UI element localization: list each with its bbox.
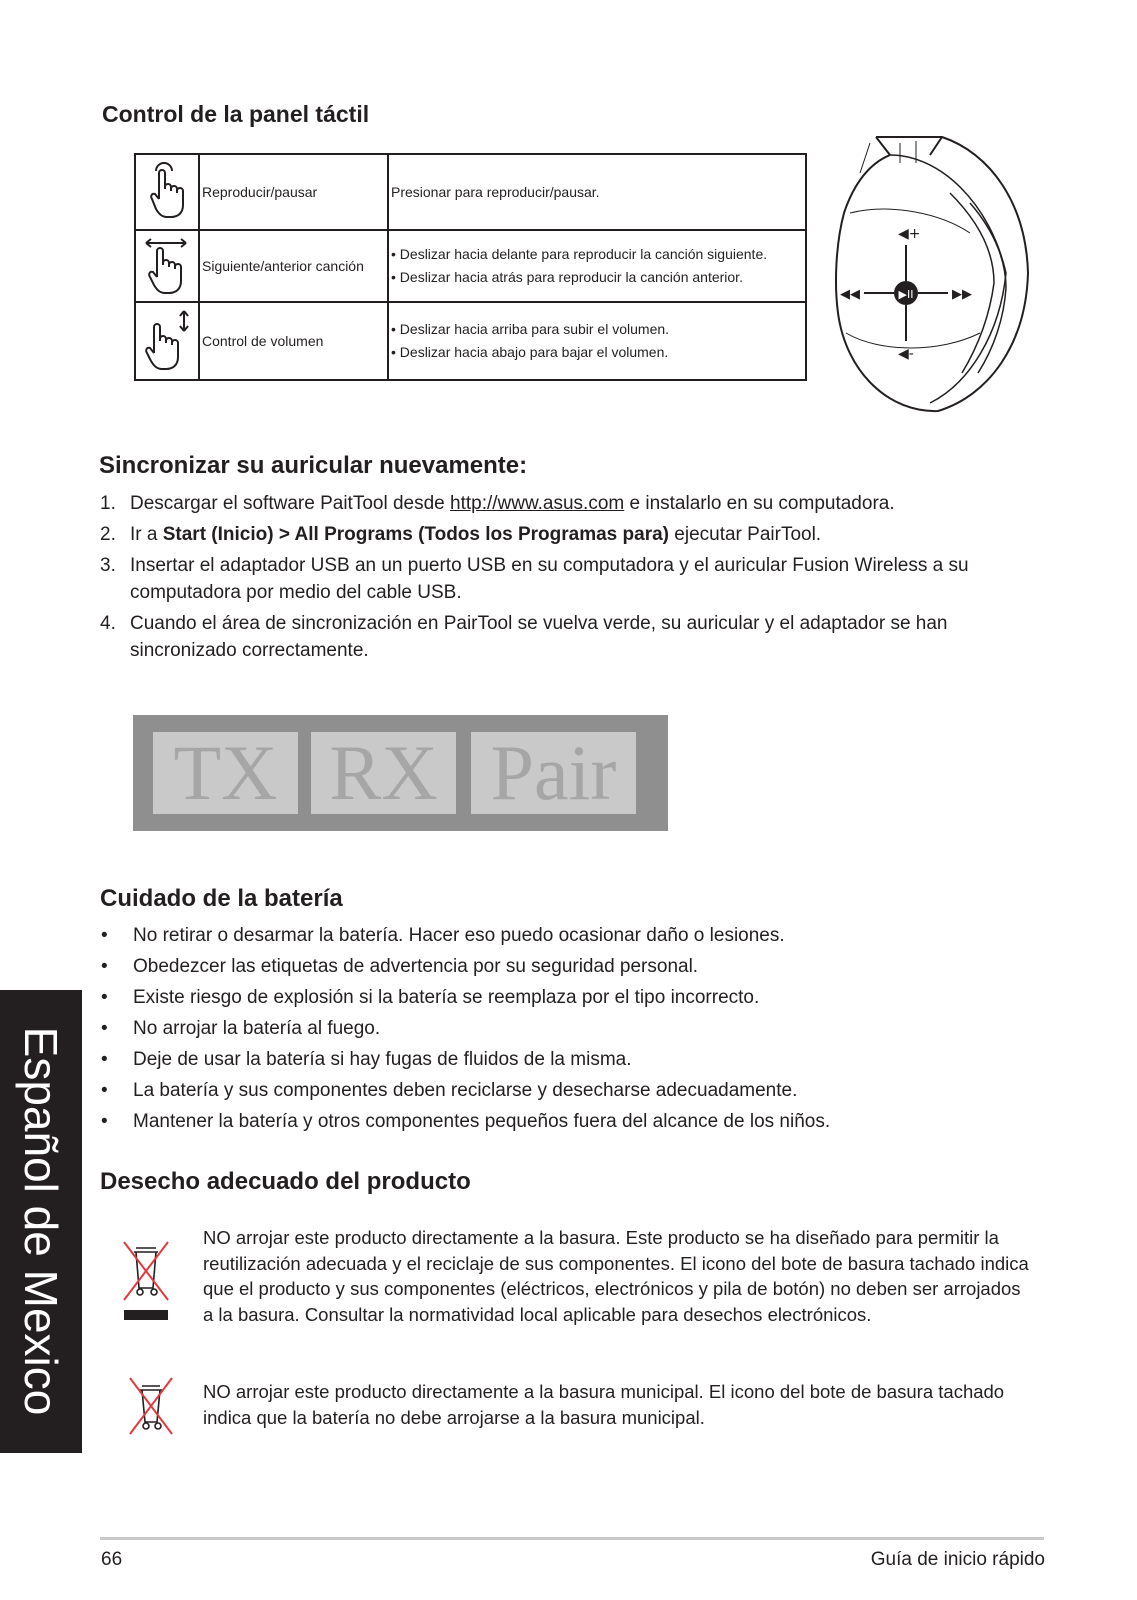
list-item: • No arrojar la batería al fuego. xyxy=(101,1018,381,1039)
list-item xyxy=(96,490,1046,517)
sync-heading: Sincronizar su auricular nuevamente: xyxy=(99,452,528,479)
list-item: • Existe riesgo de explosión si la batería se reemplaza por el tipo incorrecto. xyxy=(101,987,760,1008)
crossed-bin-icon xyxy=(126,1376,176,1438)
list-item: • Obedezcer las etiquetas de advertencia por su seguridad personal. xyxy=(101,956,699,977)
swipe-vertical-hand-icon xyxy=(135,302,199,380)
step-bold: Start (Inicio) xyxy=(162,524,274,545)
list-item xyxy=(96,610,1046,664)
footer-divider xyxy=(100,1537,1044,1540)
step-bold: All Programs (Todos los Programas para) xyxy=(294,524,669,545)
table-row xyxy=(135,154,806,230)
sync-steps-list xyxy=(96,490,1046,668)
crossed-bin-icon xyxy=(118,1240,174,1326)
description-line: • Deslizar hacia atrás para reproducir la canción anterior. xyxy=(391,269,743,285)
tap-hand-icon xyxy=(135,154,199,230)
page-number: 66 xyxy=(101,1549,123,1570)
swipe-horizontal-hand-icon xyxy=(135,230,199,302)
bullet-text: Mantener la batería y otros componentes pequeños fuera del alcance de los niños. xyxy=(133,1111,831,1132)
headset-diagram-icon xyxy=(830,133,1040,415)
description-line: Presionar para reproducir/pausar. xyxy=(391,183,600,200)
step-number: 2. xyxy=(100,524,116,545)
bullet-text: No arrojar la batería al fuego. xyxy=(133,1018,381,1039)
step-text: ejecutar PairTool. xyxy=(669,524,822,545)
list-item xyxy=(96,521,1046,548)
disposal-paragraph: NO arrojar este producto directamente a la basura. Este producto se ha diseñado para permitir la reutilización adecuada y el reciclaje de sus componentes. El icono del bote de basura tachado indica que el producto y sus componentes (eléctricos, electrónicos y pila de botón) no deben ser arrojados a la basura. Consultar la normatividad local aplicable para desechos electrónicos. xyxy=(203,1227,1029,1325)
touch-panel-heading: Control de la panel táctil xyxy=(102,101,370,127)
battery-list xyxy=(100,920,1050,1137)
step-number: 3. xyxy=(100,555,116,576)
bullet-text: Deje de usar la batería si hay fugas de fluidos de la misma. xyxy=(133,1049,632,1070)
step-text: Ir a xyxy=(130,524,163,545)
table-row xyxy=(135,230,806,302)
svg-text:▶II: ▶II xyxy=(898,288,914,301)
bullet-text: No retirar o desarmar la batería. Hacer eso puedo ocasionar daño o lesiones. xyxy=(133,925,785,946)
description-line: • Deslizar hacia delante para reproducir la canción siguiente. xyxy=(391,246,768,262)
step-text: Descargar el software PaitTool desde xyxy=(130,493,450,514)
pairtool-status-image xyxy=(133,715,668,831)
step-number: 4. xyxy=(100,613,116,634)
svg-text:◀-: ◀- xyxy=(898,346,914,362)
action-description xyxy=(388,302,806,380)
side-tab-label: Español de Mexico xyxy=(15,1026,67,1416)
touch-control-table xyxy=(134,153,807,381)
guide-title: Guía de inicio rápido xyxy=(870,1549,1045,1570)
step-text: Cuando el área de sincronización en PairTool se vuelva verde, su auricular y el adaptador se han sincronizado correctamente. xyxy=(130,613,948,661)
pair-label-pair: Pair xyxy=(471,732,636,814)
description-line: • Deslizar hacia arriba para subir el volumen. xyxy=(391,321,670,337)
disposal-heading: Desecho adecuado del producto xyxy=(100,1168,471,1195)
description-line: • Deslizar hacia abajo para bajar el volumen. xyxy=(391,344,669,360)
action-label: Siguiente/anterior canción xyxy=(199,230,388,302)
action-description xyxy=(388,154,806,230)
action-label: Control de volumen xyxy=(199,302,388,380)
svg-text:◀+: ◀+ xyxy=(898,226,921,242)
svg-text:◀◀: ◀◀ xyxy=(840,287,860,302)
list-item xyxy=(96,552,1046,606)
disposal-paragraph: NO arrojar este producto directamente a la basura municipal. El icono del bote de basura tachado indica que la batería no debe arrojarse a la basura municipal. xyxy=(203,1381,1005,1428)
bullet-text: Obedezcer las etiquetas de advertencia por su seguridad personal. xyxy=(133,956,699,977)
list-item: • No retirar o desarmar la batería. Hacer eso puedo ocasionar daño o lesiones. xyxy=(101,925,785,946)
list-item: • Deje de usar la batería si hay fugas de fluidos de la misma. xyxy=(101,1049,632,1070)
svg-text:▶▶: ▶▶ xyxy=(952,287,972,302)
step-text: e instalarlo en su computadora. xyxy=(624,493,895,514)
step-bold: > xyxy=(273,524,295,545)
bullet-text: La batería y sus componentes deben reciclarse y desecharse adecuadamente. xyxy=(133,1080,798,1101)
language-side-tab xyxy=(0,990,82,1453)
pair-label-tx: TX xyxy=(153,732,298,814)
list-item: • Mantener la batería y otros componentes pequeños fuera del alcance de los niños. xyxy=(101,1111,831,1132)
table-row xyxy=(135,302,806,380)
step-text: Insertar el adaptador USB an un puerto USB en su computadora y el auricular Fusion Wireless a su computadora por medio del cable USB. xyxy=(130,555,969,603)
step-number: 1. xyxy=(100,493,116,514)
action-label: Reproducir/pausar xyxy=(199,154,388,230)
battery-heading: Cuidado de la batería xyxy=(100,885,343,912)
pair-label-rx: RX xyxy=(311,732,456,814)
action-description xyxy=(388,230,806,302)
list-item: • La batería y sus componentes deben reciclarse y desecharse adecuadamente. xyxy=(101,1080,798,1101)
bullet-text: Existe riesgo de explosión si la batería se reemplaza por el tipo incorrecto. xyxy=(133,987,760,1008)
asus-link[interactable]: http://www.asus.com xyxy=(450,493,625,514)
